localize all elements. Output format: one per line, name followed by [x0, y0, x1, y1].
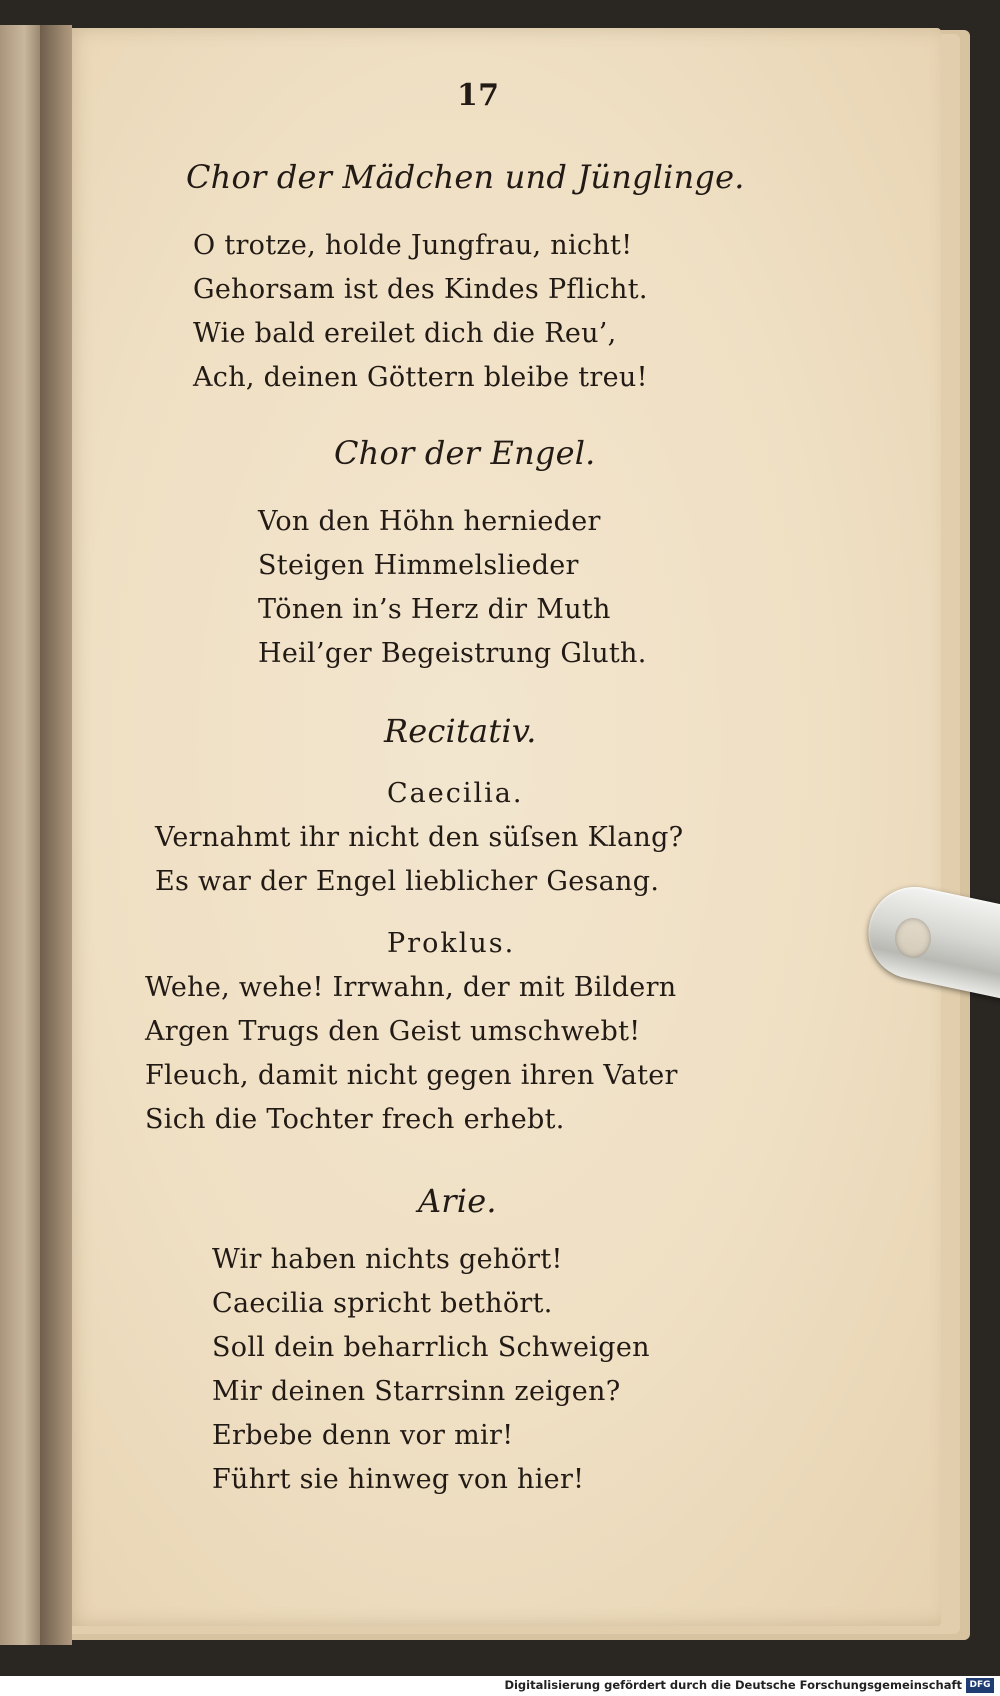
- verse-line: Ach, deinen Göttern bleibe treu!: [193, 362, 648, 393]
- verse-line: Steigen Himmelslieder: [258, 550, 579, 581]
- verse-line: Von den Höhn hernieder: [258, 506, 601, 537]
- verse-line: Führt sie hinweg von hier!: [212, 1464, 585, 1495]
- verse-line: Soll dein beharrlich Schweigen: [212, 1332, 650, 1363]
- speaker-caecilia: Caecilia.: [387, 778, 524, 809]
- verse-line: Wehe, wehe! Irrwahn, der mit Bildern: [145, 972, 677, 1003]
- heading-chor-maedchen: Chor der Mädchen und Jünglinge.: [186, 158, 745, 196]
- verse-line: Sich die Tochter frech erhebt.: [145, 1104, 565, 1135]
- heading-chor-engel: Chor der Engel.: [334, 434, 596, 472]
- digitization-credit: Digitalisierung gefördert durch die Deutsche Forschungsgemeinschaft: [504, 1678, 962, 1692]
- verse-line: Es war der Engel lieblicher Gesang.: [155, 866, 660, 897]
- dfg-logo-icon: DFG: [966, 1678, 994, 1693]
- verse-line: Vernahmt ihr nicht den süſsen Klang?: [155, 822, 684, 853]
- page-number: 17: [457, 78, 500, 113]
- heading-arie: Arie.: [418, 1182, 497, 1220]
- verse-line: Heil’ger Begeistrung Gluth.: [258, 638, 647, 669]
- verse-line: Fleuch, damit nicht gegen ihren Vater: [145, 1060, 678, 1091]
- speaker-proklus: Proklus.: [387, 928, 516, 959]
- verse-line: Erbebe denn vor mir!: [212, 1420, 514, 1451]
- heading-recitativ: Recitativ.: [384, 712, 537, 750]
- verse-line: Caecilia spricht bethört.: [212, 1288, 553, 1319]
- verse-line: Wie bald ereilet dich die Reu’,: [193, 318, 617, 349]
- verse-line: Wir haben nichts gehört!: [212, 1244, 563, 1275]
- verse-line: Gehorsam ist des Kindes Pflicht.: [193, 274, 648, 305]
- verse-line: Argen Trugs den Geist umschwebt!: [145, 1016, 641, 1047]
- verse-line: O trotze, holde Jungfrau, nicht!: [193, 230, 633, 261]
- verse-line: Tönen in’s Herz dir Muth: [258, 594, 611, 625]
- verse-line: Mir deinen Starrsinn zeigen?: [212, 1376, 621, 1407]
